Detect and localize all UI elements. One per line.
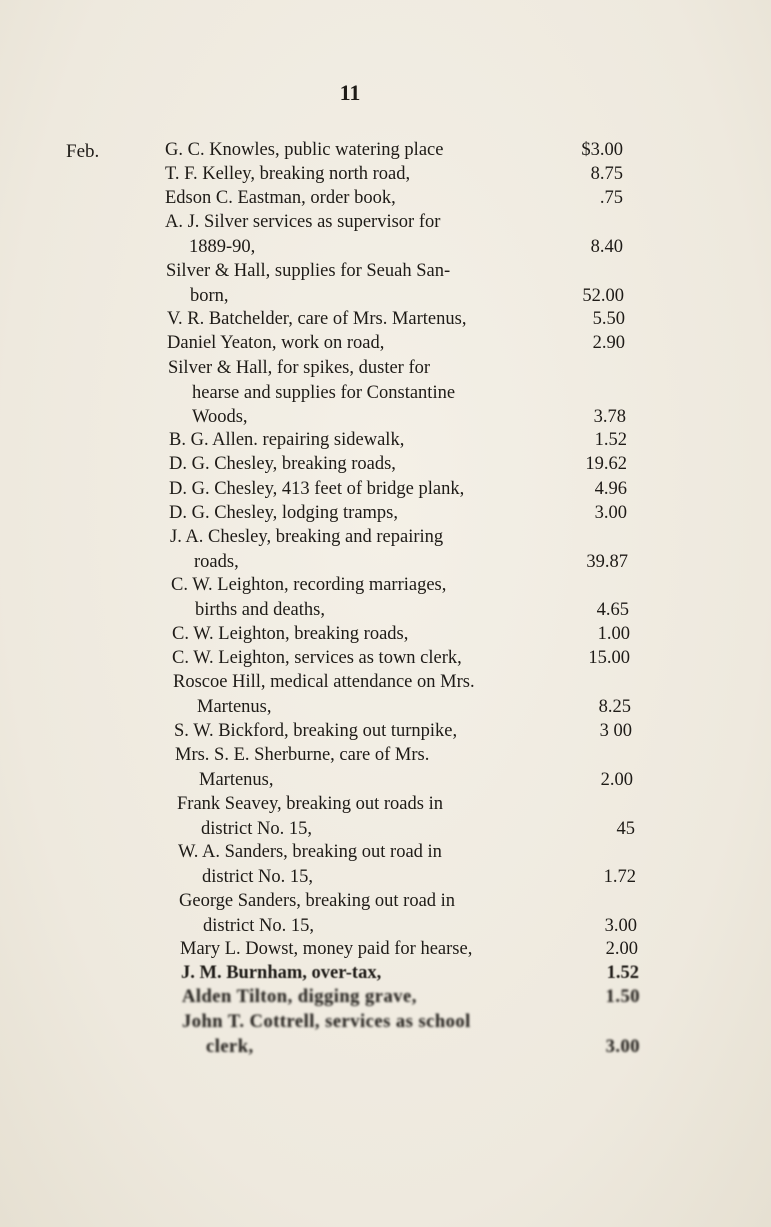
entry-line: [177, 792, 647, 817]
entry-description: C. W. Leighton, recording marriages,: [171, 575, 447, 595]
entry-amount: 8.40: [590, 236, 623, 257]
entry-amount: 2.00: [605, 939, 638, 959]
entry-description: 1889-90,: [189, 236, 256, 257]
entry-description: Mrs. S. E. Sherburne, care of Mrs.: [175, 745, 430, 765]
entry-line: [168, 356, 638, 381]
entry-amount: 3.00: [604, 915, 637, 936]
entry-line: [171, 598, 641, 623]
ledger-entry: [169, 428, 639, 453]
entry-line: [170, 525, 640, 550]
ledger-entry: [175, 743, 645, 792]
entry-description: Mary L. Dowst, money paid for hearse,: [180, 939, 473, 959]
ledger-entry: [165, 186, 635, 211]
entry-line: [167, 331, 637, 356]
entry-description: J. A. Chesley, breaking and repairing: [170, 527, 444, 547]
page-number: 11: [339, 80, 361, 105]
entry-description: births and deaths,: [195, 599, 325, 620]
entry-amount: 2.90: [592, 333, 625, 353]
entry-line: [166, 259, 636, 284]
ledger-entry: [168, 356, 638, 430]
ledger-entry: [165, 162, 635, 187]
entry-line: [173, 670, 643, 695]
entry-amount: 4.65: [596, 599, 629, 620]
entry-amount: 45: [616, 818, 635, 839]
entry-description: G. C. Knowles, public watering place: [165, 140, 444, 160]
entry-amount: 1.52: [594, 430, 627, 450]
entry-description: D. G. Chesley, 413 feet of bridge plank,: [169, 479, 465, 499]
ledger-entry: [169, 477, 639, 502]
entry-line: [169, 477, 639, 502]
month-label: Feb.: [66, 141, 100, 162]
entry-line: [165, 138, 635, 163]
entry-description: T. F. Kelley, breaking north road,: [165, 164, 411, 184]
entry-amount: 1.52: [606, 963, 639, 983]
ledger-entry: [171, 573, 641, 622]
entry-amount: $3.00: [581, 140, 623, 160]
entry-description: hearse and supplies for Constantine: [192, 382, 456, 403]
ledger-entry: [167, 307, 637, 332]
entry-amount: 1.00: [597, 624, 630, 644]
entry-line: [167, 307, 637, 332]
entry-line: [178, 865, 648, 890]
entry-line: [165, 186, 635, 211]
entry-line: [168, 405, 638, 430]
entry-line: [182, 985, 652, 1010]
ledger-entry: [165, 210, 635, 259]
entry-description: Roscoe Hill, medical attendance on Mrs.: [173, 672, 475, 692]
entry-description: district No. 15,: [202, 866, 313, 887]
entry-description: J. M. Burnham, over-tax,: [181, 963, 382, 983]
entry-line: [173, 695, 643, 720]
entry-amount: 15.00: [588, 648, 630, 668]
entry-amount: 8.25: [598, 696, 631, 717]
ledger-entry: [173, 670, 643, 719]
entry-line: [174, 719, 644, 744]
entry-line: [169, 428, 639, 453]
entry-description: Alden Tilton, digging grave,: [182, 987, 417, 1007]
entry-amount: .75: [599, 188, 623, 208]
entry-line: [165, 162, 635, 187]
entry-amount: 5.50: [592, 309, 625, 329]
ledger-entry: [180, 937, 650, 962]
entry-description: John T. Cottrell, services as school: [182, 1012, 471, 1032]
entry-description: George Sanders, breaking out road in: [179, 891, 456, 911]
entry-description: D. G. Chesley, breaking roads,: [169, 454, 396, 474]
ledger-entry: [166, 259, 636, 308]
entry-line: [172, 622, 642, 647]
entry-line: [175, 768, 645, 793]
entry-description: W. A. Sanders, breaking out road in: [178, 842, 442, 862]
ledger-entry: [165, 138, 635, 163]
ledger-entry: [169, 501, 639, 526]
ledger-entry: [177, 792, 647, 841]
entry-description: Martenus,: [197, 696, 272, 717]
entry-description: A. J. Silver services as supervisor for: [165, 212, 441, 232]
entry-amount: 2.00: [600, 769, 633, 790]
ledger-entry: [179, 889, 649, 938]
ledger-entry: [169, 452, 639, 477]
entry-amount: 52.00: [582, 285, 624, 306]
entry-amount: 3.78: [593, 407, 626, 427]
entry-amount: 4.96: [594, 479, 627, 499]
entry-description: clerk,: [206, 1036, 254, 1057]
entry-line: [179, 914, 649, 939]
entry-description: district No. 15,: [203, 915, 314, 936]
entry-line: [179, 889, 649, 914]
entry-line: [177, 817, 647, 842]
entry-description: V. R. Batchelder, care of Mrs. Martenus,: [167, 309, 467, 329]
entry-line: [165, 210, 635, 235]
ledger-entry: [178, 840, 648, 889]
entry-line: [181, 961, 651, 986]
entry-line: [169, 501, 639, 526]
entry-amount: 1.50: [605, 987, 640, 1007]
entry-line: [166, 284, 636, 309]
entry-line: [175, 743, 645, 768]
entry-description: Daniel Yeaton, work on road,: [167, 333, 385, 353]
ledger-entry: [174, 719, 644, 744]
entry-description: S. W. Bickford, breaking out turnpike,: [174, 721, 458, 741]
entry-amount: 3.00: [594, 503, 627, 523]
entry-description: Martenus,: [199, 769, 274, 790]
ledger-entry: [182, 985, 652, 1010]
entry-description: roads,: [194, 551, 239, 572]
entry-line: [169, 452, 639, 477]
entry-line: [170, 550, 640, 575]
entry-description: Silver & Hall, supplies for Seuah San-: [166, 261, 451, 281]
entry-description: C. W. Leighton, breaking roads,: [172, 624, 409, 644]
entry-line: [172, 646, 642, 671]
entry-amount: 8.75: [590, 164, 623, 184]
ledger-entry: [182, 1010, 652, 1059]
ledger-entry: [181, 961, 651, 986]
entry-amount: 3.00: [605, 1036, 640, 1057]
ledger-entry: [172, 646, 642, 671]
entry-description: born,: [190, 285, 229, 306]
entry-line: [165, 235, 635, 260]
entry-description: C. W. Leighton, services as town clerk,: [172, 648, 462, 668]
entry-description: D. G. Chesley, lodging tramps,: [169, 503, 399, 523]
entry-line: [180, 937, 650, 962]
entry-line: [182, 1010, 652, 1035]
entry-amount: 39.87: [586, 551, 628, 572]
entry-amount: 19.62: [585, 454, 627, 474]
entry-line: [168, 381, 638, 406]
entry-line: [182, 1035, 652, 1060]
entry-line: [171, 573, 641, 598]
entry-description: Edson C. Eastman, order book,: [165, 188, 396, 208]
entry-amount: 3 00: [599, 721, 632, 741]
ledger-entry: [170, 525, 640, 574]
entry-description: district No. 15,: [201, 818, 312, 839]
ledger-entry: [167, 331, 637, 356]
entry-amount: 1.72: [603, 866, 636, 887]
entry-description: Frank Seavey, breaking out roads in: [177, 794, 443, 814]
entry-line: [178, 840, 648, 865]
entry-description: B. G. Allen. repairing sidewalk,: [169, 430, 405, 450]
entry-description: Woods,: [192, 407, 248, 427]
entry-description: Silver & Hall, for spikes, duster for: [168, 358, 431, 378]
ledger-entry: [172, 622, 642, 647]
